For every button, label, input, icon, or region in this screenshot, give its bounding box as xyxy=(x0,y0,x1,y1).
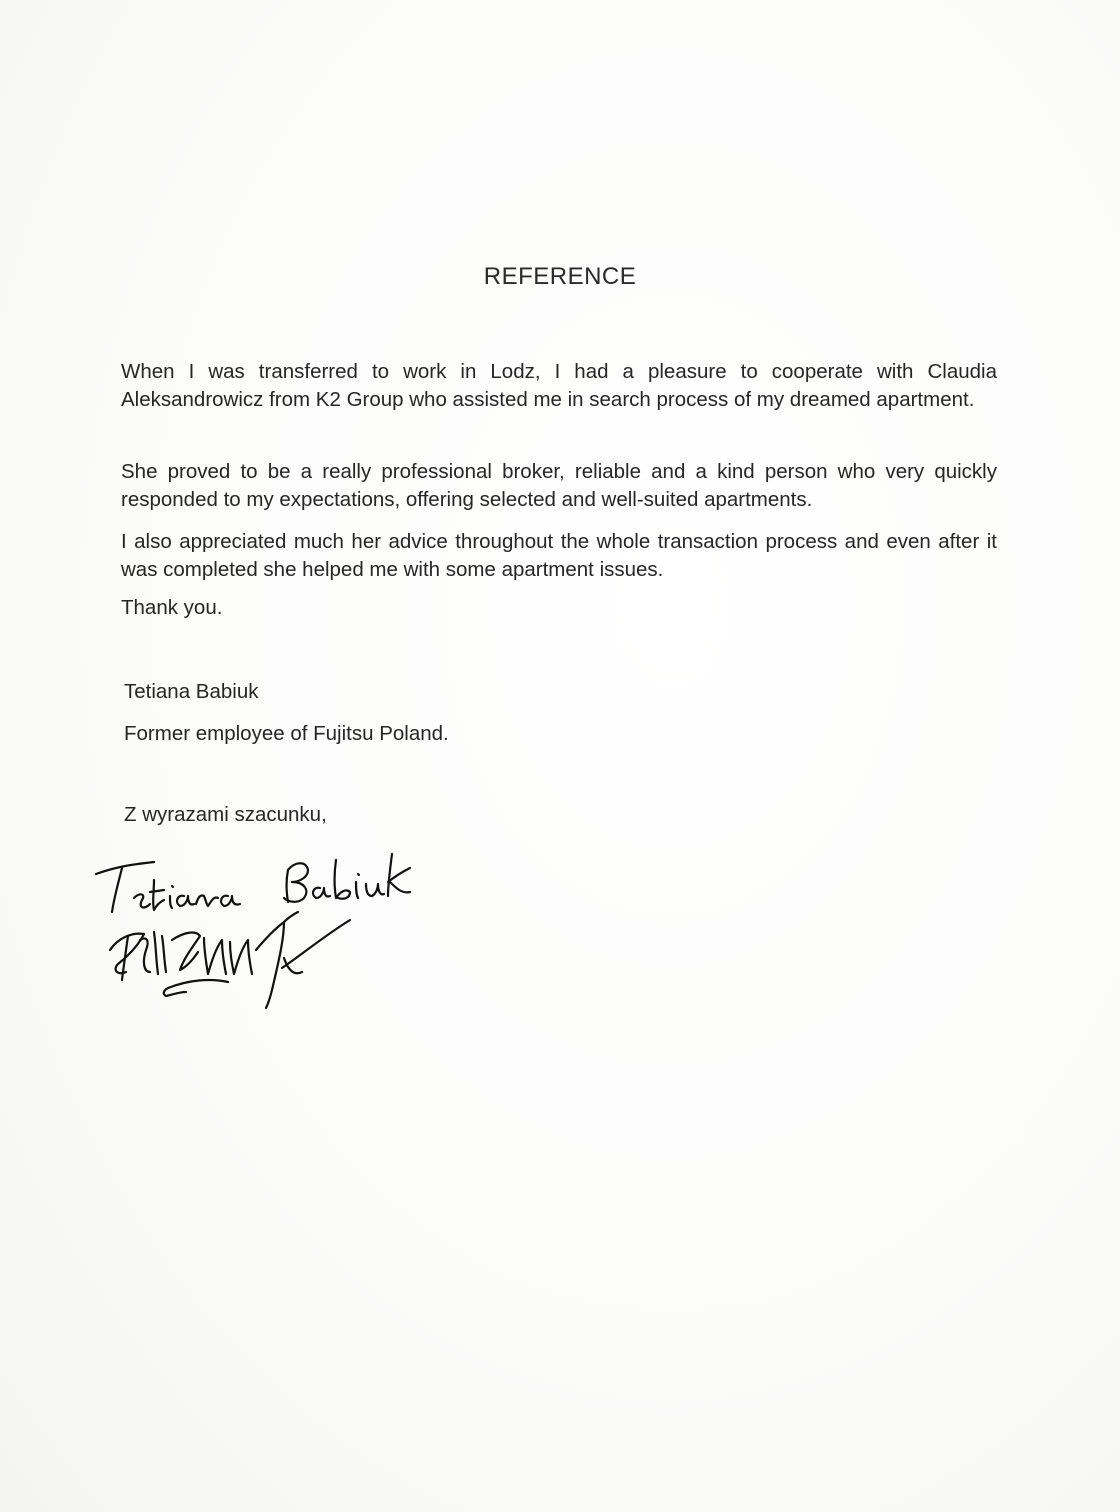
closing-phrase: Z wyrazami szacunku, xyxy=(124,803,327,826)
signer-name: Tetiana Babiuk xyxy=(124,680,259,703)
signer-role: Former employee of Fujitsu Poland. xyxy=(124,722,449,745)
paragraph-3: I also appreciated much her advice throughout the whole transaction process and even after it was completed she helped me with some apartment issues. xyxy=(121,530,997,581)
paragraph-1: When I was transferred to work in Lodz, I had a pleasure to cooperate with Claudia Aleksandrowicz from K2 Group who assisted me in search process of my dreamed apartment. xyxy=(121,360,997,411)
paragraph-2: She proved to be a really professional broker, reliable and a kind person who very quickly responded to my expectations, offering selected and well-suited apartments. xyxy=(121,460,997,511)
thank-you-line: Thank you. xyxy=(121,596,223,619)
handwritten-signature xyxy=(88,840,448,1020)
document-title: REFERENCE xyxy=(483,263,637,290)
